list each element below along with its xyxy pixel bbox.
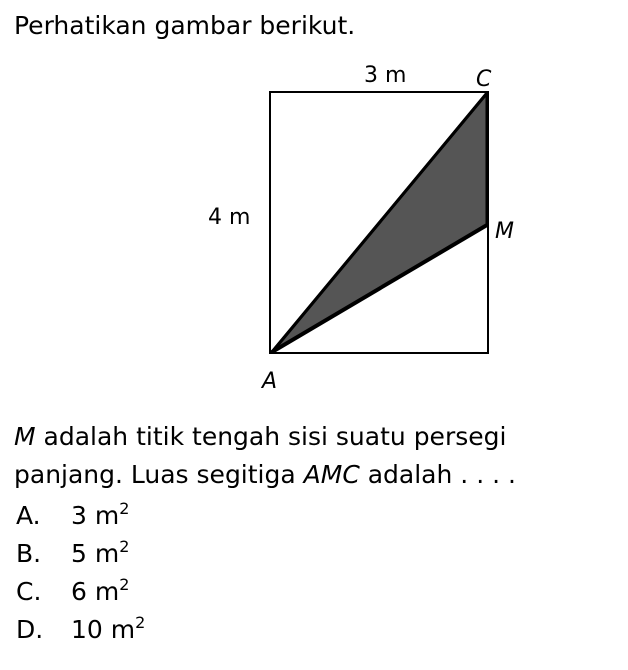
option-letter: C. [16,577,42,606]
question-part-1: adalah titik tengah sisi suatu persegi [35,422,507,451]
label-left-side: 4 m [208,205,251,230]
question-var-amc: AMC [303,460,360,489]
intro-text: Perhatikan gambar berikut. [14,11,356,40]
option-exponent: 2 [119,499,130,518]
question-part-2: panjang. Luas segitiga [14,460,304,489]
option-letter: A. [16,501,41,530]
option-exponent: 2 [135,613,146,632]
option-exponent: 2 [119,575,130,594]
option-letter: B. [16,539,42,568]
question-var-m: M [14,422,36,451]
question-part-3: adalah . . . . [359,460,516,489]
label-vertex-c: C [476,67,492,92]
option-d[interactable] [16,611,145,649]
option-value: 3 m [71,501,120,530]
option-value: 6 m [71,577,120,606]
label-vertex-a: A [262,369,278,394]
option-value: 10 m [71,615,136,644]
option-value: 5 m [71,539,120,568]
question-line-2 [14,456,618,494]
option-a[interactable] [16,497,145,535]
option-letter: D. [16,615,44,644]
label-vertex-m: M [495,219,514,244]
option-c[interactable] [16,573,145,611]
answer-options [16,497,145,649]
question-line-1 [14,418,618,456]
option-exponent: 2 [119,537,130,556]
option-b[interactable] [16,535,145,573]
question-text [14,418,618,494]
label-top-side: 3 m [364,63,407,88]
